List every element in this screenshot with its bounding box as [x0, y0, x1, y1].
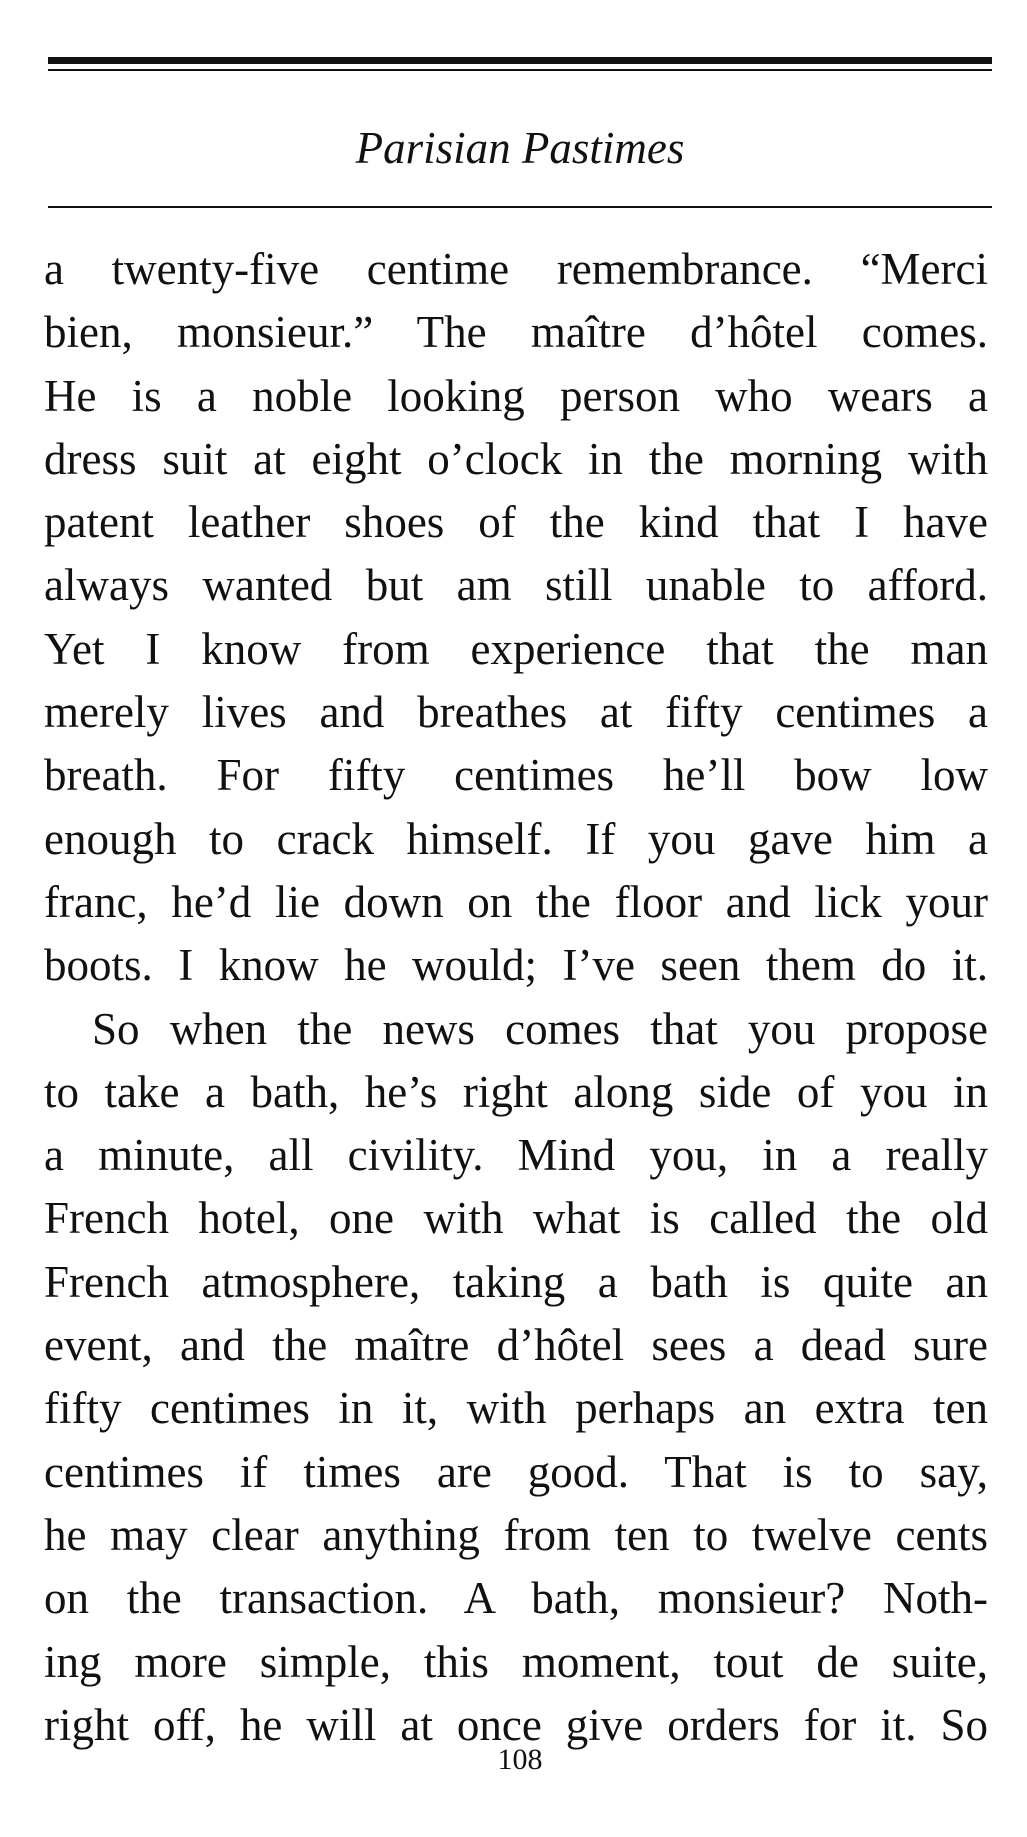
text-line: right off, he will at once give orders for it. So [44, 1699, 988, 1750]
text-line: a minute, all civility. Mind you, in a really [44, 1130, 988, 1181]
text-line: ing more simple, this moment, tout de suite, [44, 1636, 988, 1687]
text-line: breath. For fifty centimes he’ll bow low [44, 750, 988, 801]
text-line: he may clear anything from ten to twelve cents [44, 1509, 988, 1560]
text-line: boots. I know he would; I’ve seen them do it. [44, 940, 988, 991]
text-line: always wanted but am still unable to afford. [44, 560, 988, 611]
text-line: He is a noble looking person who wears a [44, 370, 988, 421]
text-line: franc, he’d lie down on the floor and lick your [44, 876, 988, 927]
text-line: dress suit at eight o’clock in the morning with [44, 433, 988, 484]
text-line: bien, monsieur.” The maître d’hôtel comes. [44, 307, 988, 358]
text-line: Yet I know from experience that the man [44, 623, 988, 674]
header-rule-top [48, 57, 992, 64]
text-line: event, and the maître d’hôtel sees a dead sure [44, 1320, 988, 1371]
text-line: enough to crack himself. If you gave him a [44, 813, 988, 864]
text-line: patent leather shoes of the kind that I have [44, 497, 988, 548]
header-rule-middle [48, 69, 992, 71]
text-line: centimes if times are good. That is to say, [44, 1446, 988, 1497]
text-line: on the transaction. A bath, monsieur? Noth- [44, 1573, 988, 1624]
text-line: a twenty-five centime remembrance. “Merci [44, 244, 988, 294]
text-line: to take a bath, he’s right along side of you in [44, 1066, 988, 1117]
paragraph-first-line: So when the news comes that you propose [92, 1003, 988, 1054]
header-rule-bottom [48, 206, 992, 208]
page-number: 108 [497, 1743, 543, 1776]
running-head: Parisian Pastimes [355, 123, 685, 173]
text-line: merely lives and breathes at fifty centimes a [44, 687, 988, 738]
text-line: French hotel, one with what is called the old [44, 1193, 988, 1244]
body-text [44, 238, 988, 1757]
text-line: fifty centimes in it, with perhaps an extra ten [44, 1383, 988, 1434]
text-line: French atmosphere, taking a bath is quite an [44, 1256, 988, 1307]
